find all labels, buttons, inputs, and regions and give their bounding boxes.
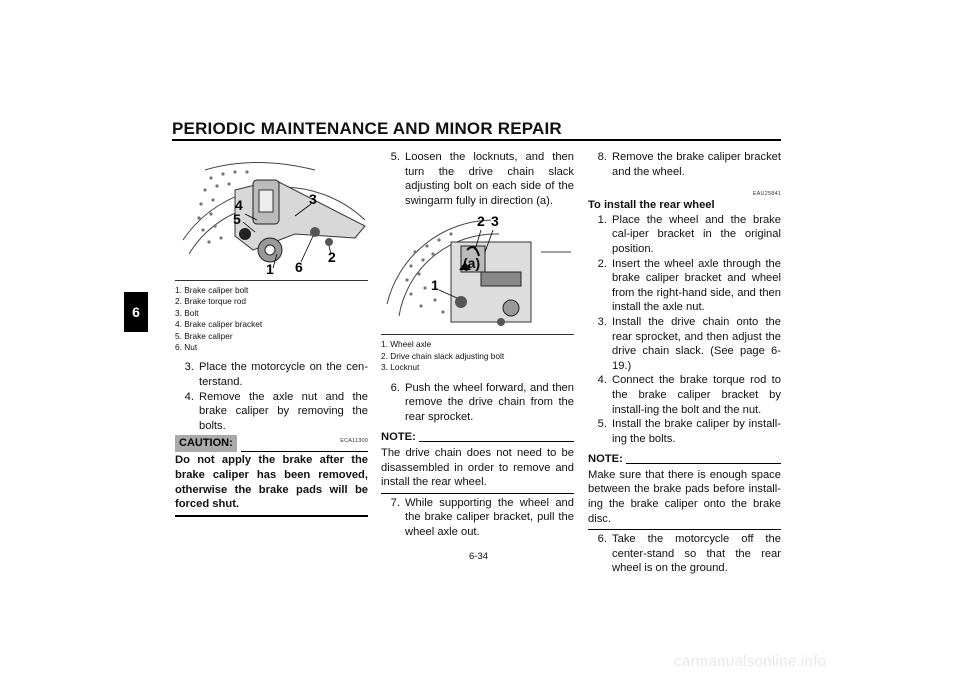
- step-item: [588, 315, 781, 373]
- step-text: Push the wheel forward, and then remove the drive chain from the rear sprocket.: [405, 381, 574, 423]
- legend-item: 3. Bolt: [175, 307, 199, 318]
- figure-chain-adjuster: [381, 212, 574, 332]
- step-number: 5.: [390, 151, 400, 163]
- figure-divider: [175, 280, 368, 281]
- watermark: carmanualsonline.info: [674, 653, 827, 670]
- figure-callout: 1: [431, 277, 439, 294]
- caution-text: Do not apply the brake after the brake caliper has been removed, otherwise the brake pads will be forced shut.: [175, 454, 368, 511]
- step-item: [588, 417, 781, 446]
- note-header: [381, 430, 574, 445]
- step-item: [381, 381, 574, 425]
- page-number: 6-34: [469, 551, 489, 562]
- figure-callout: 3: [309, 191, 317, 207]
- figure-legend: [175, 285, 368, 353]
- figure-callout: 5: [233, 211, 241, 227]
- step-number: 4.: [597, 374, 607, 387]
- chain-adjuster-illustration: [381, 212, 574, 332]
- step-item: [588, 532, 781, 576]
- step-item: [588, 257, 781, 315]
- step-text: Place the wheel and the brake cal-iper bracket in the original position.: [612, 213, 781, 255]
- caution-rule: [241, 450, 368, 452]
- reference-code: EAU25841: [752, 191, 781, 198]
- step-text: Insert the wheel axle through the brake caliper bracket and wheel from the right-hand side, and then install the axle nut.: [612, 257, 781, 314]
- figure-callout: 1: [266, 261, 274, 277]
- note-rule: [419, 441, 574, 442]
- step-item: [381, 150, 574, 208]
- step-item: [588, 213, 781, 257]
- column-1: [175, 150, 368, 517]
- step-text: Remove the axle nut and the brake caliper by removing the bolts.: [199, 390, 368, 432]
- note-text: The drive chain does not need to be disassembled in order to remove and install the rear wheel.: [381, 446, 574, 489]
- note-end-rule: [381, 493, 574, 494]
- note-rule: [626, 463, 781, 464]
- figure-callout: 2: [328, 249, 336, 265]
- step-item: [175, 390, 368, 434]
- column-2: [381, 150, 574, 540]
- step-text: Remove the brake caliper bracket and the wheel.: [612, 151, 781, 178]
- step-number: 8.: [597, 151, 607, 163]
- figure-callout: 2: [477, 213, 485, 230]
- legend-item: 6. Nut: [175, 342, 198, 353]
- step-number: 1.: [597, 213, 607, 226]
- step-item: [588, 150, 781, 179]
- legend-item: 3. Locknut: [381, 362, 420, 373]
- step-text: Install the brake caliper by install-ing the bolts.: [612, 418, 781, 445]
- note-label: NOTE:: [588, 453, 623, 466]
- figure-callout: 6: [295, 259, 303, 275]
- reference-code: ECA11300: [340, 438, 368, 445]
- page-header-title: PERIODIC MAINTENANCE AND MINOR REPAIR: [172, 119, 562, 138]
- step-item: [381, 496, 574, 540]
- note-label: NOTE:: [381, 431, 416, 444]
- caution-end-rule: [175, 515, 368, 517]
- step-number: 7.: [390, 496, 400, 509]
- step-number: 6.: [597, 533, 607, 546]
- section-tab: 6: [124, 292, 148, 332]
- figure-brake-caliper: [175, 150, 368, 278]
- legend-item: 1. Brake caliper bolt: [175, 285, 249, 295]
- legend-item: 4. Brake caliper bracket: [175, 319, 263, 330]
- note-text: Make sure that there is enough space between the brake pads before install-ing the brake caliper onto the brake disc.: [588, 468, 781, 525]
- legend-item: 1. Wheel axle: [381, 339, 432, 350]
- figure-legend: [381, 339, 574, 373]
- legend-item: 5. Brake caliper: [175, 330, 233, 341]
- brake-caliper-illustration: [175, 150, 368, 278]
- figure-divider: [381, 334, 574, 335]
- step-number: 6.: [390, 381, 400, 394]
- section-heading: To install the rear wheel: [588, 199, 715, 212]
- step-text: Connect the brake torque rod to the brake caliper bracket by install-ing the bolt and the nut.: [612, 374, 781, 416]
- step-number: 3.: [184, 361, 194, 374]
- step-number: 2.: [597, 257, 607, 270]
- note-header: [588, 452, 781, 467]
- step-number: 5.: [597, 418, 607, 431]
- step-item: [175, 360, 368, 389]
- note-end-rule: [588, 529, 781, 530]
- step-text: Place the motorcycle on the cen-terstand.: [199, 361, 368, 389]
- step-text: While supporting the wheel and the brake caliper bracket, pull the wheel axle out.: [405, 496, 574, 538]
- legend-item: 2. Drive chain slack adjusting bolt: [381, 350, 505, 361]
- header-rule: [172, 139, 781, 141]
- figure-callout: (a): [463, 255, 481, 272]
- figure-callout: 4: [235, 197, 243, 213]
- legend-item: 2. Brake torque rod: [175, 296, 247, 307]
- step-item: [588, 373, 781, 417]
- step-text: Loosen the locknuts, and then turn the drive chain slack adjusting bolt on each side of the swingarm fully in direction (a).: [405, 151, 574, 207]
- column-3: [588, 150, 781, 576]
- step-text: Take the motorcycle off the center-stand so that the rear wheel is on the ground.: [612, 533, 781, 575]
- figure-callout: 3: [491, 213, 499, 230]
- step-text: Install the drive chain onto the rear sprocket, and then adjust the drive chain slack. (See page 6-19.): [612, 315, 781, 372]
- step-number: 3.: [597, 315, 607, 328]
- step-number: 4.: [184, 390, 194, 403]
- caution-label: CAUTION:: [175, 435, 237, 452]
